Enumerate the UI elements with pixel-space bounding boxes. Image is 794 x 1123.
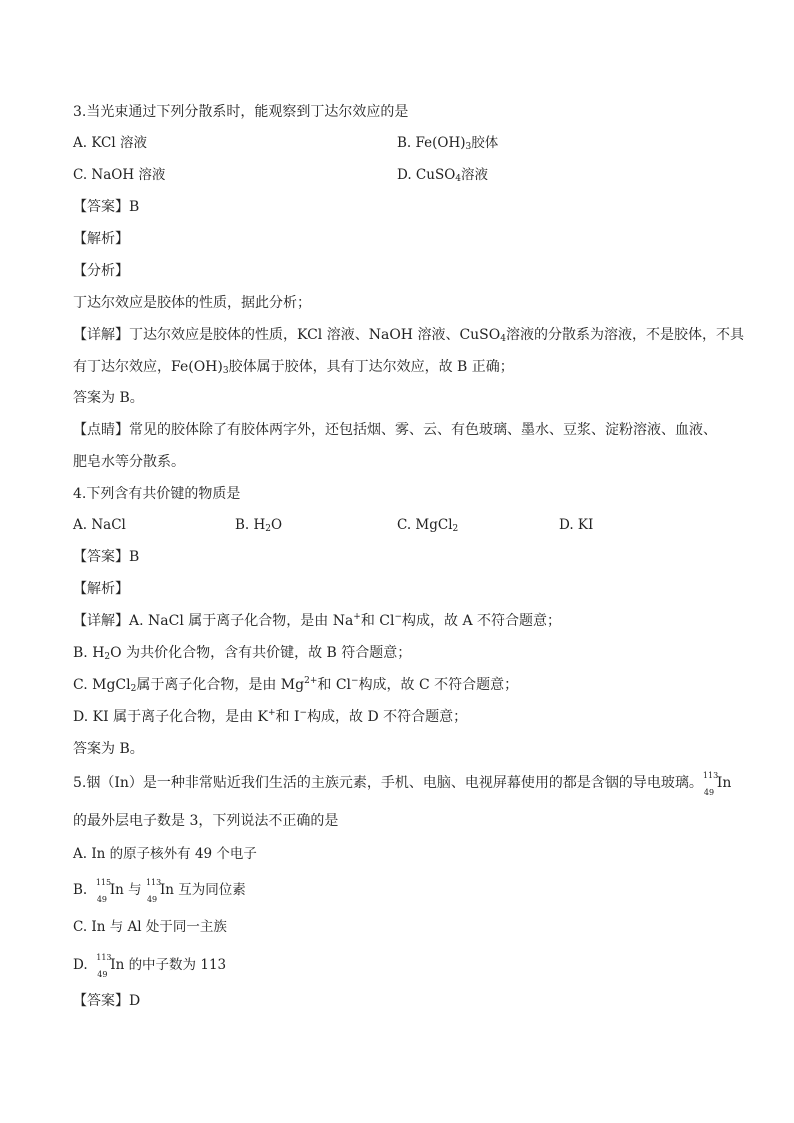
q3-detail-line-2: 有丁达尔效应，$Fe(OH)_3$胶体属于胶体，具有丁达尔效应，故 B 正确； — [73, 359, 514, 376]
q3-conclusion: 答案为 B。 — [73, 390, 144, 406]
q3-detail-line-1: 【详解】丁达尔效应是胶体的性质，KCl 溶液、NaOH 溶液、CuSO$_4$溶液的分散系为溶液，不是胶体，不具 — [73, 327, 744, 344]
q3-tip-line-2: 肥皂水等分散系。 — [73, 454, 185, 470]
q3-tip-line-1: 【点睛】常见的胶体除了有胶体两字外，还包括烟、雾、云、有色玻璃、墨水、豆浆、淀粉溶液、血液、 — [73, 422, 717, 438]
q5-option-d: D. 113 49 In 的中子数为 113 — [73, 953, 227, 979]
q3-option-d: D. CuSO$_4$溶液 — [397, 167, 488, 184]
q4-stem: 4.下列含有共价键的物质是 — [73, 486, 241, 502]
q3-analysis-tag: 【解析】 — [73, 231, 129, 247]
q4-option-d: D. KI — [559, 517, 594, 533]
q4-detail-a: 【详解】A. NaCl 属于离子化合物，是由 Na+和 Cl−构成，故 A 不符合题意； — [73, 612, 562, 629]
q4-answer: 【答案】B — [73, 549, 140, 565]
q3-option-c: C. NaOH 溶液 — [73, 167, 166, 183]
q4-option-c: C. MgCl$_2$ — [397, 517, 459, 534]
q5-option-b: B. 115 49 In 与 113 49 In 互为同位素 — [73, 878, 246, 904]
q3-option-b: B. $Fe(OH)_3$胶体 — [397, 135, 499, 152]
q5-answer: 【答案】D — [73, 993, 141, 1009]
q5-option-c: C. In 与 Al 处于同一主族 — [73, 919, 227, 935]
nuclide-in-113: 113 49 In — [702, 771, 732, 797]
q4-analysis-tag: 【解析】 — [73, 581, 129, 597]
q4-option-b: B. $H_2O$ — [235, 517, 283, 534]
q4-detail-c: C. MgCl$_2$属于离子化合物，是由 $Mg^{2+}$和 Cl−构成，故 C 不符合题意； — [73, 676, 519, 694]
q4-detail-b: B. $H_2O$ 为共价化合物，含有共价键，故 B 符合题意； — [73, 645, 412, 662]
q3-fenxi-tag: 【分析】 — [73, 263, 129, 279]
q3-stem: 3.当光束通过下列分散系时，能观察到丁达尔效应的是 — [73, 104, 409, 120]
q3-option-a: A. KCl 溶液 — [73, 135, 147, 151]
q3-fenxi-text: 丁达尔效应是胶体的性质，据此分析； — [73, 295, 311, 311]
q4-conclusion: 答案为 B。 — [73, 741, 144, 757]
q5-stem-line-1: 5.铟（In）是一种非常贴近我们生活的主族元素，手机、电脑、电视屏幕使用的都是含铟的导电玻璃。 113 49 In — [73, 771, 732, 797]
q5-option-a: A. In 的原子核外有 49 个电子 — [73, 846, 257, 862]
q4-detail-d: D. KI 属于离子化合物，是由 K+和 I−构成，故 D 不符合题意； — [73, 708, 468, 725]
q5-stem-line-2: 的最外层电子数是 3，下列说法不正确的是 — [73, 813, 339, 829]
q3-answer: 【答案】B — [73, 199, 140, 215]
q4-option-a: A. NaCl — [73, 517, 126, 533]
